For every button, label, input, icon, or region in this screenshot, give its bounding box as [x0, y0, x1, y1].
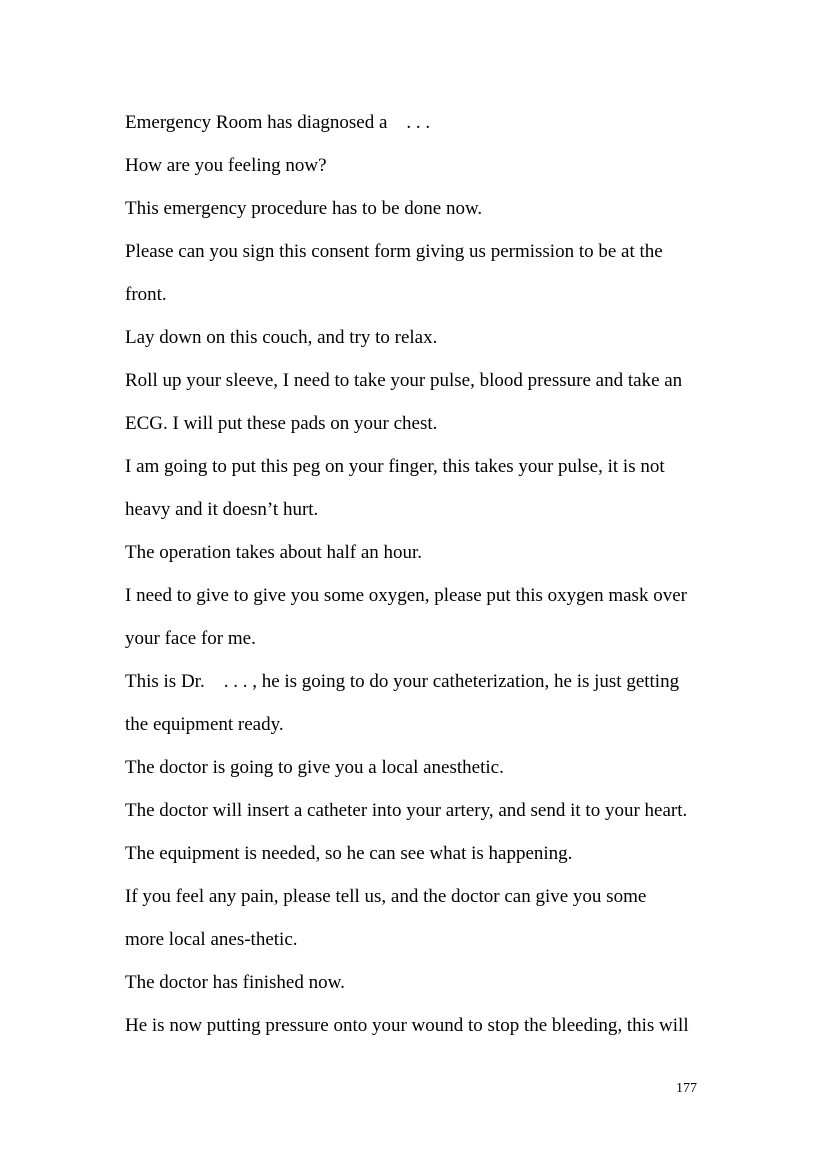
- page-number: 177: [676, 1081, 697, 1096]
- text-line: ECG. I will put these pads on your chest.: [125, 413, 438, 434]
- text-line: He is now putting pressure onto your wound to stop the bleeding, this will: [125, 1015, 689, 1036]
- text-line: more local anes-thetic.: [125, 929, 298, 950]
- text-line: the equipment ready.: [125, 714, 284, 735]
- text-line: The operation takes about half an hour.: [125, 542, 423, 563]
- text-line: The equipment is needed, so he can see what is happening.: [125, 843, 573, 864]
- text-line: The doctor has finished now.: [125, 972, 345, 993]
- text-line: If you feel any pain, please tell us, and the doctor can give you some: [125, 886, 647, 907]
- body-text: [125, 107, 715, 1053]
- text-line: Lay down on this couch, and try to relax.: [125, 327, 438, 348]
- text-line: Roll up your sleeve, I need to take your pulse, blood pressure and take an: [125, 370, 683, 391]
- text-line: your face for me.: [125, 628, 256, 649]
- text-line: front.: [125, 284, 167, 305]
- text-line: I need to give to give you some oxygen, please put this oxygen mask over: [125, 585, 687, 606]
- text-line: The doctor is going to give you a local anesthetic.: [125, 757, 504, 778]
- text-line: heavy and it doesn’t hurt.: [125, 499, 319, 520]
- text-line: This emergency procedure has to be done now.: [125, 198, 483, 219]
- text-line: This is Dr. . . . , he is going to do your catheterization, he is just getting: [125, 671, 680, 692]
- text-line: Emergency Room has diagnosed a . . .: [125, 112, 431, 133]
- text-line: Please can you sign this consent form giving us permission to be at the: [125, 241, 663, 262]
- text-line: How are you feeling now?: [125, 155, 327, 176]
- text-line: The doctor will insert a catheter into your artery, and send it to your heart.: [125, 800, 688, 821]
- text-line: I am going to put this peg on your finger, this takes your pulse, it is not: [125, 456, 665, 477]
